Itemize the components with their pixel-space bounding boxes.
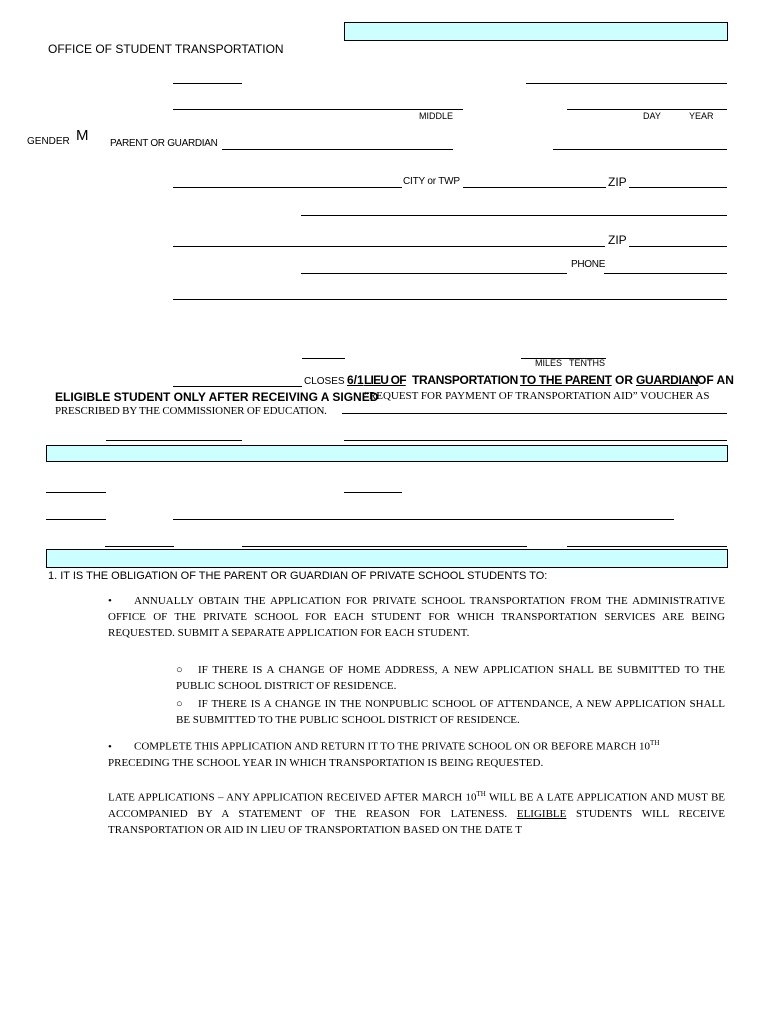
zip-line-1[interactable] <box>629 187 727 188</box>
bullet-annually-obtain <box>108 593 725 641</box>
prescribed-line[interactable] <box>342 413 727 414</box>
field-line-12b[interactable] <box>344 492 402 493</box>
city-twp-label: CITY or TWP <box>403 176 460 187</box>
to-the-parent-text: TO THE PARENT <box>520 373 612 387</box>
parent-guardian-line[interactable] <box>222 149 453 150</box>
closes-line[interactable] <box>173 386 302 387</box>
field-line-6[interactable] <box>173 246 605 247</box>
bottom-highlight-field[interactable] <box>46 549 728 568</box>
field-line-14a[interactable] <box>105 546 174 547</box>
parent-guardian-label: PARENT OR GUARDIAN <box>110 138 218 149</box>
late-text-c: STUDENTS WILL RECEIVE TRANSPORTATION OR AID IN LIEU OF TRANSPORTATION BASED ON THE DATE T <box>108 807 725 836</box>
closes-label: CLOSES <box>304 376 345 387</box>
field-line-5[interactable] <box>301 215 727 216</box>
eligible-student-text: ELIGIBLE STUDENT ONLY AFTER RECEIVING A SIGNED <box>55 390 379 404</box>
circle-bullet-icon: ○ <box>176 664 183 676</box>
gender-label: GENDER <box>27 136 70 147</box>
city-line[interactable] <box>463 187 606 188</box>
request-voucher-text: “REQUEST FOR PAYMENT OF TRANSPORTATION AID” VOUCHER AS <box>364 390 710 402</box>
field-line-9a[interactable] <box>302 358 345 359</box>
field-line-14b[interactable] <box>242 546 527 547</box>
phone-label: PHONE <box>571 259 606 270</box>
field-line-7a[interactable] <box>301 273 567 274</box>
office-title: OFFICE OF STUDENT TRANSPORTATION <box>48 42 284 56</box>
sub-bullet-school-text: IF THERE IS A CHANGE IN THE NONPUBLIC SCHOOL OF ATTENDANCE, A NEW APPLICATION SHALL BE SUBMITTED TO THE PUBLIC SCHOOL DISTRICT OF RESIDENCE. <box>176 698 725 726</box>
closes-date: 6/1 <box>347 373 364 387</box>
field-line-8[interactable] <box>173 299 727 300</box>
field-line-13b[interactable] <box>173 519 674 520</box>
field-line-3b[interactable] <box>553 149 727 150</box>
late-text-b: WILL BE A LATE APPLICATION AND MUST BE ACCOMPANIED BY A STATEMENT OF THE REASON FOR LATENESS. <box>108 791 725 820</box>
circle-bullet-icon: ○ <box>176 698 183 710</box>
birthdate-line[interactable] <box>567 109 727 110</box>
field-line-1a[interactable] <box>173 83 242 84</box>
sub-bullet-school-change <box>176 696 725 728</box>
field-line-13a[interactable] <box>46 519 106 520</box>
day-label: DAY <box>643 111 661 121</box>
sub-bullet-address-text: IF THERE IS A CHANGE OF HOME ADDRESS, A NEW APPLICATION SHALL BE SUBMITTED TO THE PUBLIC SCHOOL DISTRICT OF RESIDENCE. <box>176 664 725 692</box>
or-text: OR <box>615 373 633 387</box>
zip-line-2[interactable] <box>629 246 727 247</box>
bullet-complete-text-b: PRECEDING THE SCHOOL YEAR IN WHICH TRANSPORTATION IS BEING REQUESTED. <box>108 756 544 769</box>
phone-line[interactable] <box>604 273 727 274</box>
prescribed-text: PRESCRIBED BY THE COMMISSIONER OF EDUCATION. <box>55 405 327 417</box>
field-line-1b[interactable] <box>526 83 727 84</box>
bullet-complete-application <box>108 735 725 771</box>
guardian-text: GUARDIAN <box>636 373 699 387</box>
superscript-th: TH <box>476 790 486 798</box>
miles-label: MILES <box>535 358 563 368</box>
of-an-text: OF AN <box>697 373 734 387</box>
bullet-icon: • <box>108 740 112 753</box>
late-text-a: LATE APPLICATIONS – ANY APPLICATION RECEIVED AFTER MARCH 10 <box>108 791 477 804</box>
bullet-complete-text-a: COMPLETE THIS APPLICATION AND RETURN IT TO THE PRIVATE SCHOOL ON OR BEFORE MARCH 10 <box>134 740 651 753</box>
top-highlight-field[interactable] <box>344 22 728 41</box>
late-applications-paragraph <box>108 786 725 838</box>
zip-label-2: ZIP <box>608 233 627 247</box>
instructions-heading: 1. IT IS THE OBLIGATION OF THE PARENT OR GUARDIAN OF PRIVATE SCHOOL STUDENTS TO: <box>48 570 548 582</box>
address-line[interactable] <box>173 187 402 188</box>
field-line-11b[interactable] <box>344 440 727 441</box>
field-line-12a[interactable] <box>46 492 106 493</box>
middle-label: MIDDLE <box>419 111 454 121</box>
gender-value: M <box>76 127 89 144</box>
year-label: YEAR <box>689 111 714 121</box>
mid-highlight-field[interactable] <box>46 445 728 462</box>
bullet-icon: • <box>108 595 112 607</box>
tenths-label: TENTHS <box>569 358 605 368</box>
field-line-11a[interactable] <box>106 440 242 441</box>
sub-bullet-address-change <box>176 662 725 694</box>
late-eligible-text: ELIGIBLE <box>516 807 567 820</box>
field-line-14c[interactable] <box>567 546 727 547</box>
student-name-line[interactable] <box>173 109 463 110</box>
zip-label-1: ZIP <box>608 175 627 189</box>
transportation-text: TRANSPORTATION <box>412 373 519 387</box>
lieu-of-text: LIEU OF <box>364 373 406 387</box>
bullet-annually-text: ANNUALLY OBTAIN THE APPLICATION FOR PRIVATE SCHOOL TRANSPORTATION FROM THE ADMINISTRATIVE OFFICE OF THE PRIVATE SCHOOL FOR EACH STUDENT FOR WHICH TRANSPORTATION SERVICES ARE BEING REQUESTED. SUBMIT A SEPARATE APPLICATION FOR EACH STUDENT. <box>108 595 725 639</box>
superscript-th: TH <box>650 739 660 747</box>
